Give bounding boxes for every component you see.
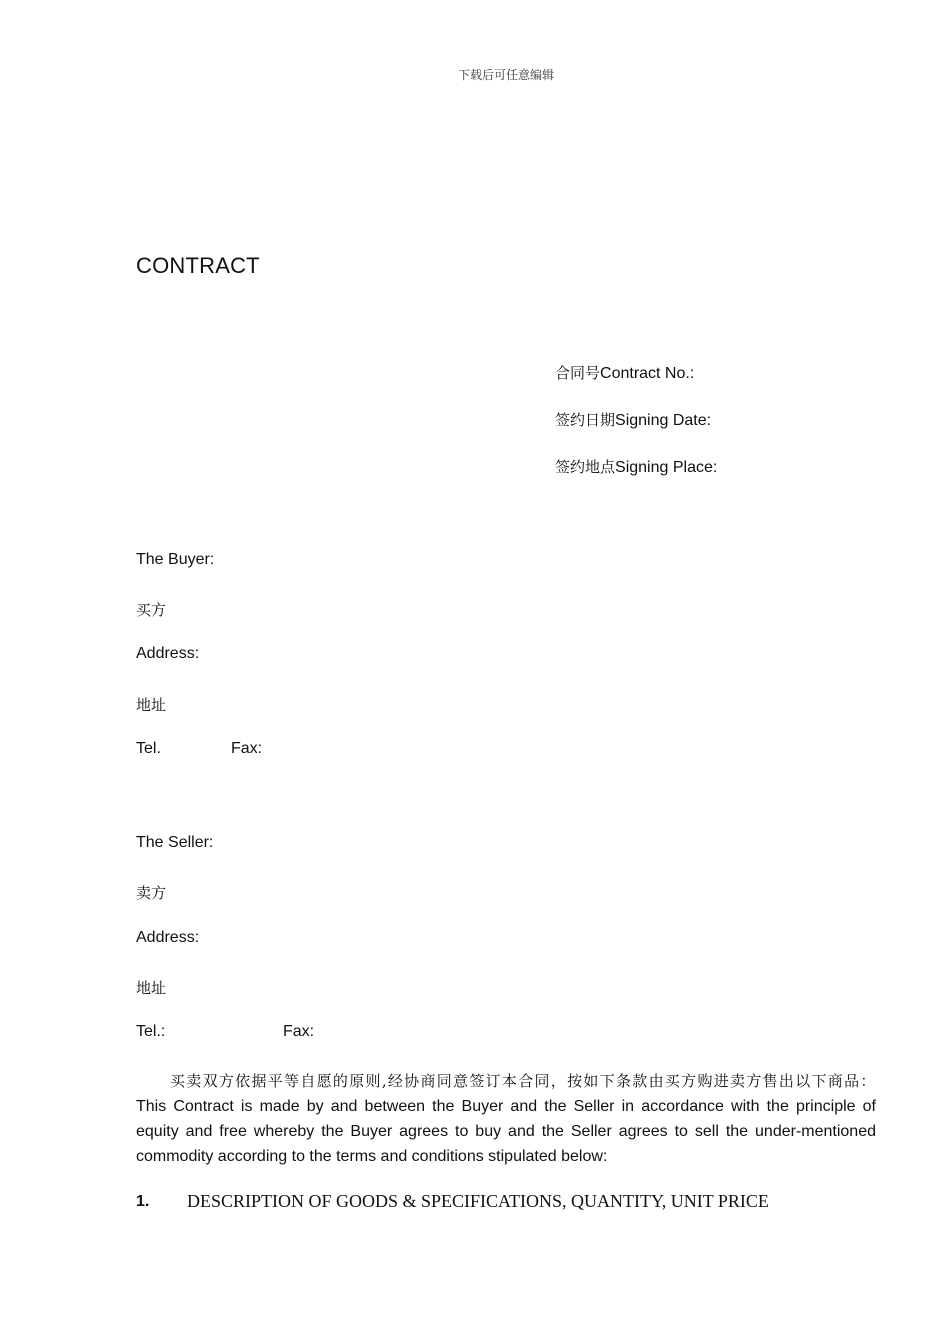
buyer-address-label: Address: [136,645,200,662]
seller-address-label-cn: 地址 [136,979,167,997]
contract-number-label-en: Contract No.: [600,365,695,382]
buyer-tel-label: Tel. [136,740,161,757]
seller-tel-label: Tel.: [136,1023,166,1040]
signing-place-label-en: Signing Place: [615,459,718,476]
signing-date-label-cn: 签约日期 [555,411,616,429]
contract-number-label-cn: 合同号 [555,364,601,382]
buyer-address-label-cn: 地址 [136,696,167,714]
header-note: 下载后可任意编辑 [457,68,554,82]
buyer-label-cn: 买方 [136,601,167,619]
document-title: CONTRACT [136,253,260,278]
signing-date-line [555,409,711,430]
seller-label: The Seller: [136,834,214,851]
buyer-label: The Buyer: [136,551,215,568]
seller-label-cn: 卖方 [136,884,167,902]
section-number: 1. [136,1193,150,1210]
seller-fax-label: Fax: [283,1023,315,1040]
signing-place-line [555,456,717,477]
intro-text-en: This Contract is made by and between the Buyer and the Seller in accordance with the principle of equity and free whereby the Buyer agrees to buy and the Seller agrees to sell the under-mentioned commodity according to the terms and conditions stipulated below: [136,1098,876,1165]
signing-place-label-cn: 签约地点 [555,458,616,476]
signing-date-label-en: Signing Date: [615,412,712,429]
contract-number-line [555,362,694,383]
buyer-fax-label: Fax: [231,740,263,757]
seller-address-label: Address: [136,929,200,946]
intro-text-cn: 买卖双方依据平等自愿的原则,经协商同意签订本合同，按如下条款由买方购进卖方售出以下商品： [170,1072,876,1090]
section-heading: DESCRIPTION OF GOODS & SPECIFICATIONS, QUANTITY, UNIT PRICE [187,1191,769,1211]
intro-paragraph [136,1069,876,1169]
